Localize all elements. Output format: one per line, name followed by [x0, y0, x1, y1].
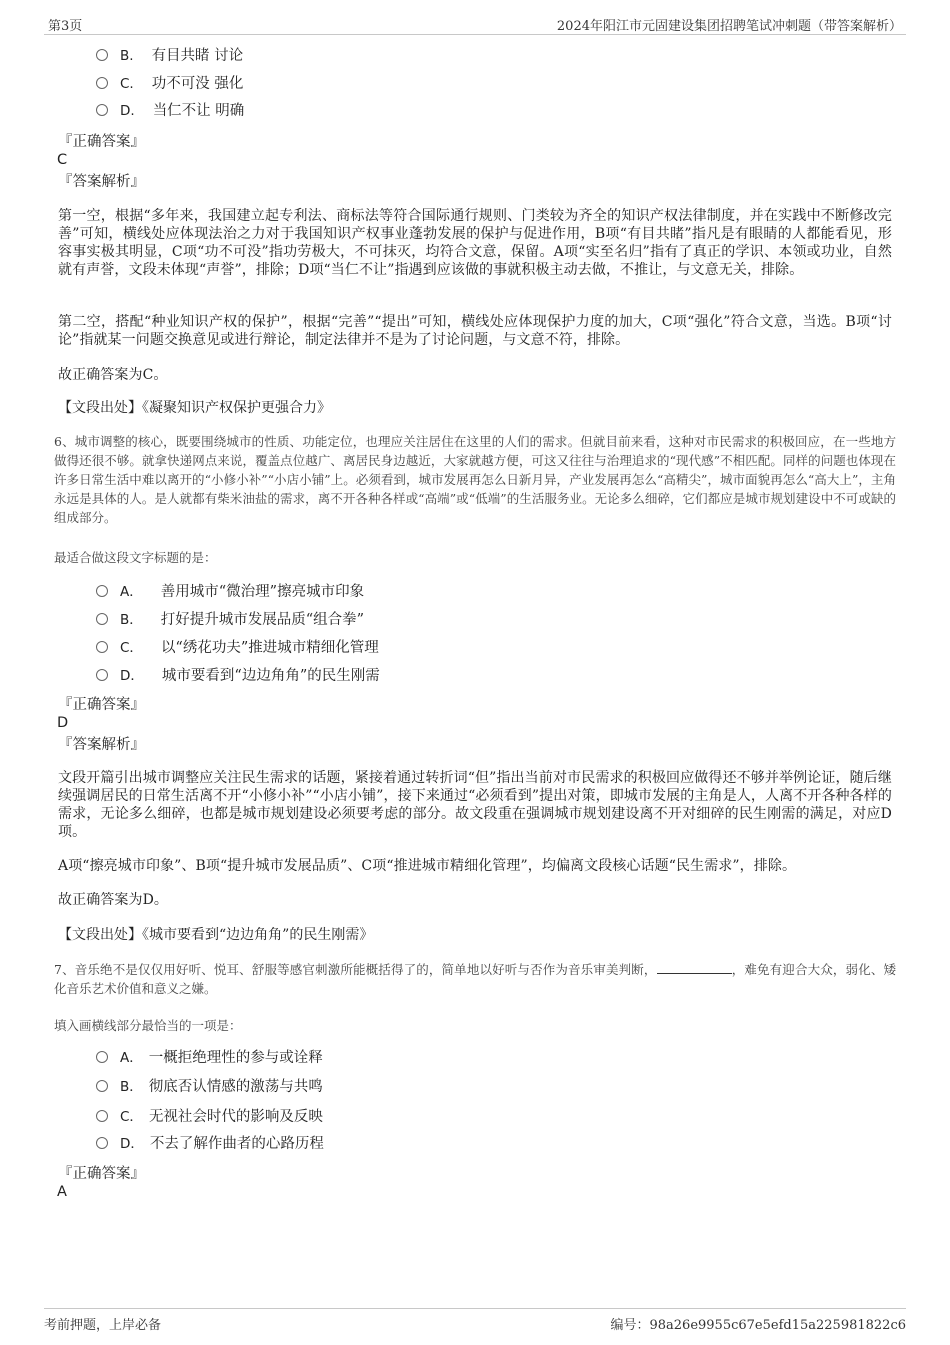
q6-answer: D: [57, 715, 69, 731]
document-id: 编号：98a26e9955c67e5efd15a225981822c6: [610, 1318, 906, 1333]
q5-source: 【文段出处】《凝聚知识产权保护更强合力》: [58, 400, 331, 416]
q5-analysis-paragraph: 第二空，搭配“种业知识产权的保护”，根据“完善”“提出”可知，横线处应体现保护力度的加大，C项“强化”符合文意，当选。B项“讨论”指就某一问题交换意见或进行辩论，制定法律并不是为了讨论问题，与文意不符，排除。: [58, 314, 892, 348]
radio-icon[interactable]: [96, 613, 108, 625]
option-text: 有目共睹 讨论: [151, 48, 244, 64]
q7-option-b[interactable]: B． 彻底否认情感的激荡与共鸣: [96, 1076, 323, 1098]
q6-option-b[interactable]: B． 打好提升城市发展品质“组合拳”: [96, 609, 364, 631]
option-text: 以“绣花功夫”推进城市精细化管理: [160, 640, 379, 656]
q6-option-a[interactable]: A． 善用城市“微治理”擦亮城市印象: [96, 581, 364, 603]
q5-analysis-paragraph: 第一空，根据“多年来，我国建立起专利法、商标法等符合国际通行规则、门类较为齐全的知识产权法律制度，并在实践中不断修改完善”可知，横线处应体现法治之力对于我国知识产权事业蓬勃发展的保护与促进作用，B项“有目共睹”指凡是有眼睛的人都能看见，形容事实极其明显，C项“功不可没”指功劳极大，不可抹灭，均符合文意，保留。A项“实至名归”指有了真正的学识、本领或功业，自然就有声誉，文段未体现“声誉”，排除；D项“当仁不让”指遇到应该做的事就积极主动去做，不推让，与文意无关，排除。: [58, 208, 892, 278]
footer-divider: [44, 1308, 906, 1309]
option-text: 彻底否认情感的激荡与共鸣: [148, 1079, 323, 1095]
q6-prompt: 最适合做这段文字标题的是：: [54, 550, 217, 565]
radio-icon[interactable]: [96, 1080, 108, 1092]
radio-icon[interactable]: [96, 77, 108, 89]
q5-analysis-conclusion: 故正确答案为C。: [58, 367, 168, 383]
q6-option-c[interactable]: C． 以“绣花功夫”推进城市精细化管理: [96, 637, 379, 659]
q6-analysis-label: 『答案解析』: [58, 737, 145, 753]
radio-icon[interactable]: [96, 669, 108, 681]
option-text: 城市要看到“边边角角”的民生刚需: [161, 668, 380, 684]
q6-stem: 6、城市调整的核心，既要围绕城市的性质、功能定位，也理应关注居住在这里的人们的需求。但就目前来看，这种对市民需求的积极回应，在一些地方做得还很不够。就拿快递网点来说，覆盖点位越广、离居民身边越近，大家就越方便，可这又往往与治理追求的“现代感”不相匹配。同样的问题也体现在许多日常生活中难以离开的“小修小补”“小店小铺”上。必须看到，城市发展再怎么日新月异，产业发展再怎么“高精尖”，城市面貌再怎么“高大上”，主角永远是具体的人。是人就都有柴米油盐的需求，离不开各种各样或“高端”或“低端”的生活服务业。无论多么细碎，它们都应是城市规划建设中不可或缺的组成部分。: [54, 434, 896, 525]
q7-stem: 7、音乐绝不是仅仅用好听、悦耳、舒服等感官刺激所能概括得了的，简单地以好听与否作为音乐审美判断， ，难免有迎合大众，弱化、矮化音乐艺术价值和意义之嫌。: [54, 962, 896, 996]
q6-source: 【文段出处】《城市要看到“边边角角”的民生刚需》: [58, 927, 374, 943]
footer-slogan: 考前押题，上岸必备: [44, 1318, 162, 1333]
q6-analysis-paragraph: A项“擦亮城市印象”、B项“提升城市发展品质”、C项“推进城市精细化管理”，均偏离文段核心话题“民生需求”，排除。: [58, 858, 797, 874]
option-text: 功不可没 强化: [151, 76, 244, 92]
q5-answer: C: [57, 152, 68, 168]
radio-icon[interactable]: [96, 104, 108, 116]
fill-in-blank: [657, 961, 732, 974]
q5-option-c[interactable]: C. 功不可没 强化: [96, 73, 243, 95]
option-text: 一概拒绝理性的参与或诠释: [148, 1050, 323, 1066]
q7-answer: A: [57, 1184, 67, 1200]
option-text: 无视社会时代的影响及反映: [148, 1109, 323, 1125]
radio-icon[interactable]: [96, 641, 108, 653]
q7-option-d[interactable]: D． 不去了解作曲者的心路历程: [96, 1133, 324, 1155]
option-text: 不去了解作曲者的心路历程: [149, 1136, 324, 1152]
q5-analysis-label: 『答案解析』: [58, 174, 145, 190]
q7-prompt: 填入画横线部分最恰当的一项是：: [54, 1018, 242, 1033]
document-title: 2024年阳江市元固建设集团招聘笔试冲刺题（带答案解析）: [556, 19, 902, 34]
radio-icon[interactable]: [96, 1137, 108, 1149]
q6-analysis-conclusion: 故正确答案为D。: [58, 892, 169, 908]
option-text: 打好提升城市发展品质“组合拳”: [160, 612, 365, 628]
radio-icon[interactable]: [96, 49, 108, 61]
page-number: 第3页: [48, 19, 83, 34]
radio-icon[interactable]: [96, 585, 108, 597]
option-text: 当仁不让 明确: [152, 103, 245, 119]
q6-option-d[interactable]: D． 城市要看到“边边角角”的民生刚需: [96, 665, 380, 687]
q5-option-d[interactable]: D. 当仁不让 明确: [96, 100, 244, 122]
q6-analysis-paragraph: 文段开篇引出城市调整应关注民生需求的话题，紧接着通过转折词“但”指出当前对市民需求的积极回应做得还不够并举例论证，随后继续强调居民的日常生活离不开“小修小补”“小店小铺”，接下来通过“必须看到”提出对策，即城市发展的主角是人，人离不开各种各样的需求，无论多么细碎，也都是城市规划建设必须要考虑的部分。故文段重在强调城市规划建设离不开对细碎的民生刚需的满足，对应D项。: [58, 770, 892, 840]
q7-answer-label: 『正确答案』: [58, 1166, 145, 1182]
q7-option-a[interactable]: A． 一概拒绝理性的参与或诠释: [96, 1047, 323, 1069]
q6-answer-label: 『正确答案』: [58, 697, 145, 713]
radio-icon[interactable]: [96, 1051, 108, 1063]
q5-option-b[interactable]: B. 有目共睹 讨论: [96, 45, 243, 67]
header-divider: [44, 34, 906, 35]
q5-answer-label: 『正确答案』: [58, 134, 145, 150]
q7-option-c[interactable]: C． 无视社会时代的影响及反映: [96, 1106, 323, 1128]
option-text: 善用城市“微治理”擦亮城市印象: [160, 584, 365, 600]
radio-icon[interactable]: [96, 1110, 108, 1122]
